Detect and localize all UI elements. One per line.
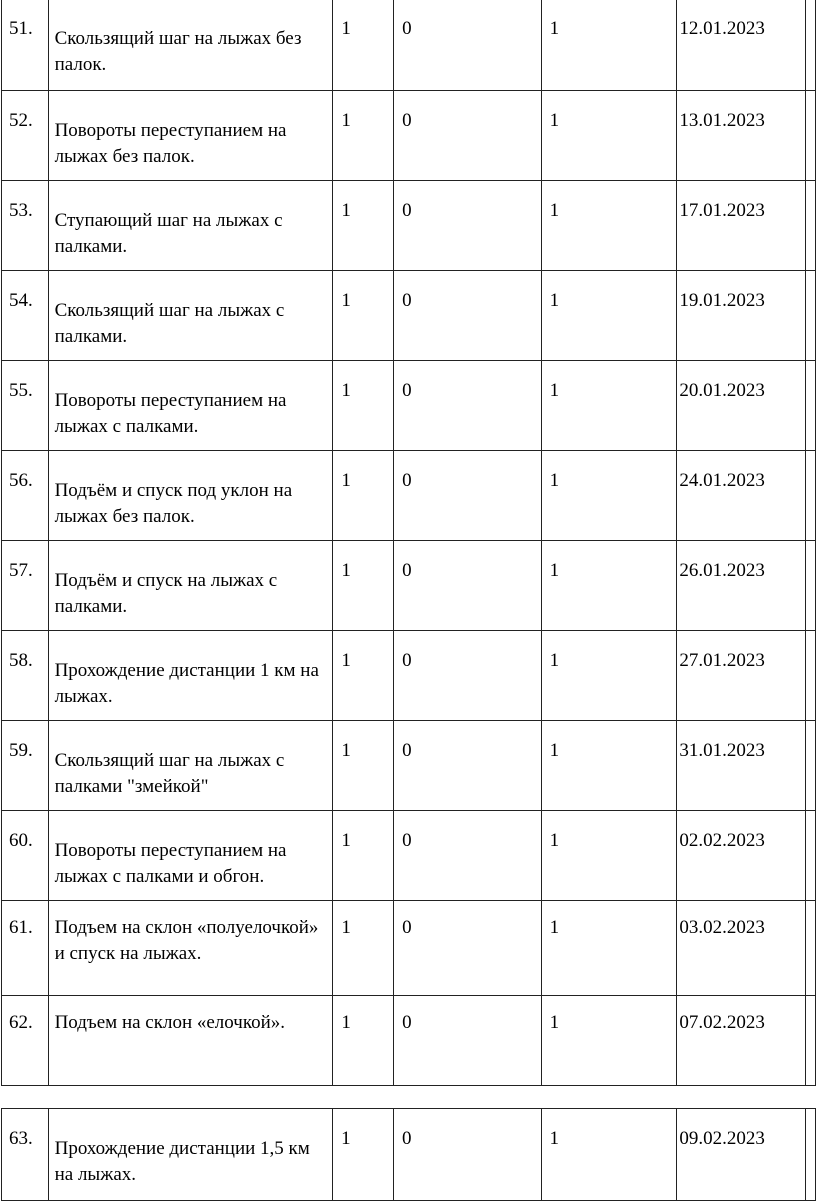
table-row [2, 996, 816, 1086]
lesson-topic: Скользящий шаг на лыжах с палками. [48, 271, 333, 361]
hours-control: 0 [394, 271, 541, 361]
empty-cell [806, 361, 816, 451]
hours-control: 0 [394, 181, 541, 271]
hours-control: 0 [394, 91, 541, 181]
hours-control: 0 [394, 361, 541, 451]
lesson-date: 26.01.2023 [677, 541, 806, 631]
empty-cell [806, 721, 816, 811]
hours-total: 1 [333, 901, 394, 996]
empty-cell [806, 181, 816, 271]
hours-control: 0 [394, 451, 541, 541]
table-row [2, 451, 816, 541]
table-row [2, 541, 816, 631]
row-number: 57. [2, 541, 49, 631]
hours-total: 1 [333, 451, 394, 541]
hours-control: 0 [394, 721, 541, 811]
empty-cell [806, 901, 816, 996]
row-number: 63. [2, 1109, 49, 1201]
table-row [2, 181, 816, 271]
hours-total: 1 [333, 811, 394, 901]
empty-cell [806, 0, 816, 91]
table-row [2, 631, 816, 721]
lesson-date: 19.01.2023 [677, 271, 806, 361]
hours-control: 0 [394, 541, 541, 631]
lesson-topic: Подъём и спуск под уклон на лыжах без палок. [48, 451, 333, 541]
hours-total: 1 [333, 541, 394, 631]
hours-practice: 1 [541, 721, 677, 811]
lesson-topic: Скользящий шаг на лыжах с палками "змейкой" [48, 721, 333, 811]
lesson-topic: Ступающий шаг на лыжах с палками. [48, 181, 333, 271]
empty-cell [806, 1109, 816, 1201]
hours-total: 1 [333, 721, 394, 811]
empty-cell [806, 631, 816, 721]
hours-control: 0 [394, 1109, 542, 1201]
row-number: 58. [2, 631, 49, 721]
lesson-date: 09.02.2023 [677, 1109, 806, 1201]
hours-practice: 1 [541, 996, 677, 1086]
hours-control: 0 [394, 0, 541, 91]
lesson-date: 07.02.2023 [677, 996, 806, 1086]
table-row [2, 811, 816, 901]
lesson-date: 17.01.2023 [677, 181, 806, 271]
lesson-topic: Повороты переступанием на лыжах с палками и обгон. [48, 811, 333, 901]
hours-control: 0 [394, 996, 541, 1086]
hours-total: 1 [333, 361, 394, 451]
hours-total: 1 [333, 271, 394, 361]
lesson-date: 02.02.2023 [677, 811, 806, 901]
lesson-topic: Прохождение дистанции 1 км на лыжах. [48, 631, 333, 721]
lesson-date: 20.01.2023 [677, 361, 806, 451]
table-row [2, 1109, 816, 1201]
table-row [2, 901, 816, 996]
hours-practice: 1 [541, 811, 677, 901]
lesson-date: 24.01.2023 [677, 451, 806, 541]
row-number: 51. [2, 0, 49, 91]
table-row [2, 0, 816, 91]
hours-practice: 1 [541, 541, 677, 631]
row-number: 61. [2, 901, 49, 996]
empty-cell [806, 451, 816, 541]
empty-cell [806, 811, 816, 901]
lesson-date: 03.02.2023 [677, 901, 806, 996]
lesson-plan-table-continuation [1, 1108, 816, 1201]
row-number: 53. [2, 181, 49, 271]
hours-total: 1 [333, 631, 394, 721]
hours-total: 1 [333, 1109, 394, 1201]
hours-practice: 1 [541, 271, 677, 361]
row-number: 59. [2, 721, 49, 811]
table-row [2, 361, 816, 451]
empty-cell [806, 996, 816, 1086]
hours-total: 1 [333, 996, 394, 1086]
hours-practice: 1 [541, 451, 677, 541]
hours-total: 1 [333, 181, 394, 271]
hours-practice: 1 [541, 631, 677, 721]
lesson-topic: Подъем на склон «полуелочкой» и спуск на лыжах. [48, 901, 333, 996]
lesson-date: 12.01.2023 [677, 0, 806, 91]
lesson-topic: Подъем на склон «елочкой». [48, 996, 333, 1086]
row-number: 52. [2, 91, 49, 181]
hours-practice: 1 [541, 1109, 677, 1201]
row-number: 54. [2, 271, 49, 361]
lesson-topic: Скользящий шаг на лыжах без палок. [48, 0, 333, 91]
hours-practice: 1 [541, 181, 677, 271]
row-number: 55. [2, 361, 49, 451]
hours-control: 0 [394, 901, 541, 996]
empty-cell [806, 91, 816, 181]
table-row [2, 91, 816, 181]
lesson-date: 27.01.2023 [677, 631, 806, 721]
table-row [2, 721, 816, 811]
hours-practice: 1 [541, 0, 677, 91]
row-number: 62. [2, 996, 49, 1086]
lesson-date: 13.01.2023 [677, 91, 806, 181]
hours-total: 1 [333, 0, 394, 91]
hours-control: 0 [394, 631, 541, 721]
lesson-topic: Повороты переступанием на лыжах с палками. [48, 361, 333, 451]
hours-control: 0 [394, 811, 541, 901]
hours-total: 1 [333, 91, 394, 181]
lesson-plan-table [1, 0, 816, 1086]
lesson-date: 31.01.2023 [677, 721, 806, 811]
hours-practice: 1 [541, 901, 677, 996]
hours-practice: 1 [541, 91, 677, 181]
row-number: 56. [2, 451, 49, 541]
hours-practice: 1 [541, 361, 677, 451]
row-number: 60. [2, 811, 49, 901]
lesson-topic: Повороты переступанием на лыжах без палок. [48, 91, 333, 181]
lesson-topic: Подъём и спуск на лыжах с палками. [48, 541, 333, 631]
lesson-topic: Прохождение дистанции 1,5 км на лыжах. [48, 1109, 333, 1201]
empty-cell [806, 271, 816, 361]
empty-cell [806, 541, 816, 631]
table-row [2, 271, 816, 361]
